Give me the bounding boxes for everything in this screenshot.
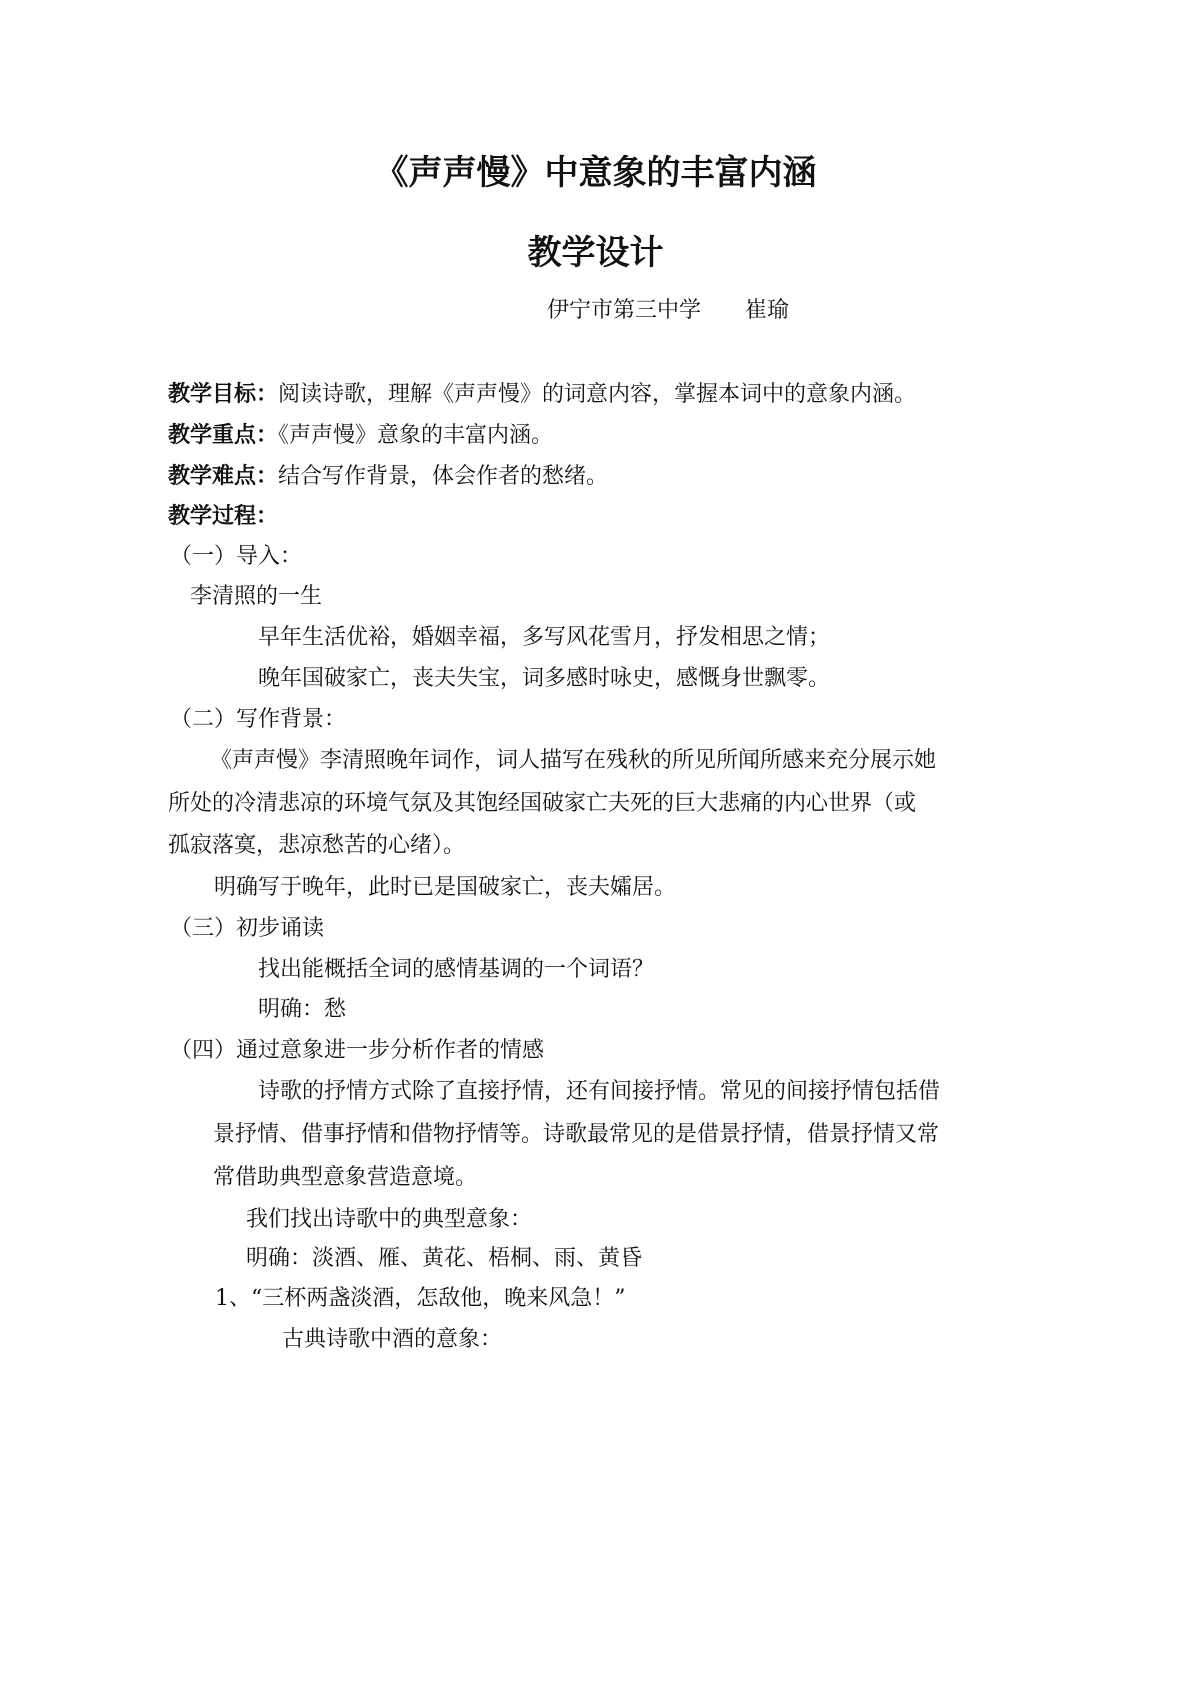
section-4-heading: （四）通过意象进一步分析作者的情感 <box>170 1038 545 1063</box>
teaching-goal <box>168 379 916 410</box>
section-2-para-1-line-2: 所处的冷清悲凉的环境气氛及其饱经国破家亡夫死的巨大悲痛的内心世界（或 <box>168 791 917 816</box>
teaching-goal-text: 阅读诗歌，理解《声声慢》的词意内容，掌握本词中的意象内涵。 <box>278 382 917 407</box>
section-3-answer: 明确：愁 <box>258 997 347 1022</box>
teaching-difficulty-label: 教学难点： <box>168 463 279 489</box>
author-line: 伊宁市第三中学 崔瑜 <box>547 298 790 323</box>
teaching-key-label: 教学重点： <box>168 422 279 448</box>
section-3-question: 找出能概括全词的感情基调的一个词语？ <box>258 957 655 982</box>
section-4-para-1-line-1: 诗歌的抒情方式除了直接抒情，还有间接抒情。常见的间接抒情包括借 <box>258 1079 941 1104</box>
teaching-difficulty-text: 结合写作背景，体会作者的愁绪。 <box>278 464 609 489</box>
section-1-heading: （一）导入： <box>170 544 303 569</box>
section-4-para-2: 我们找出诗歌中的典型意象： <box>246 1207 533 1232</box>
section-4-para-1-line-3: 常借助典型意象营造意境。 <box>213 1165 478 1190</box>
section-2-para-2: 明确写于晚年，此时已是国破家亡，丧夫孀居。 <box>214 875 677 900</box>
teaching-key-point <box>168 420 553 451</box>
section-2-heading: （二）写作背景： <box>170 707 347 732</box>
document-title: 《声声慢》中意象的丰富内涵 <box>374 153 817 193</box>
section-2-para-1-line-3: 孤寂落寞，悲凉愁苦的心绪）。 <box>168 833 466 858</box>
section-1-line-1: 李清照的一生 <box>190 584 323 609</box>
section-1-line-2: 早年生活优裕，婚姻幸福，多写风花雪月，抒发相思之情； <box>258 625 831 650</box>
teaching-difficulty <box>168 461 608 492</box>
section-4-para-1-line-2: 景抒情、借事抒情和借物抒情等。诗歌最常见的是借景抒情，借景抒情又常 <box>213 1122 940 1147</box>
section-2-para-1-line-1: 《声声慢》李清照晚年词作，词人描写在残秋的所见所闻所感来充分展示她 <box>210 748 937 773</box>
teaching-process-label: 教学过程： <box>168 503 279 529</box>
teaching-key-text: 《声声慢》意象的丰富内涵。 <box>278 423 554 448</box>
teaching-goal-label: 教学目标： <box>168 381 279 407</box>
section-1-line-3: 晚年国破家亡，丧夫失宝，词多感时咏史，感慨身世飘零。 <box>258 666 831 691</box>
document-subtitle: 教学设计 <box>527 233 664 273</box>
section-4-item-1: 1、“三杯两盏淡酒，怎敌他，晚来风急！” <box>215 1286 626 1311</box>
section-4-item-1-sub: 古典诗歌中酒的意象： <box>282 1327 503 1352</box>
section-4-para-3: 明确：淡酒、雁、黄花、梧桐、雨、黄昏 <box>246 1246 643 1271</box>
section-3-heading: （三）初步诵读 <box>170 916 325 941</box>
